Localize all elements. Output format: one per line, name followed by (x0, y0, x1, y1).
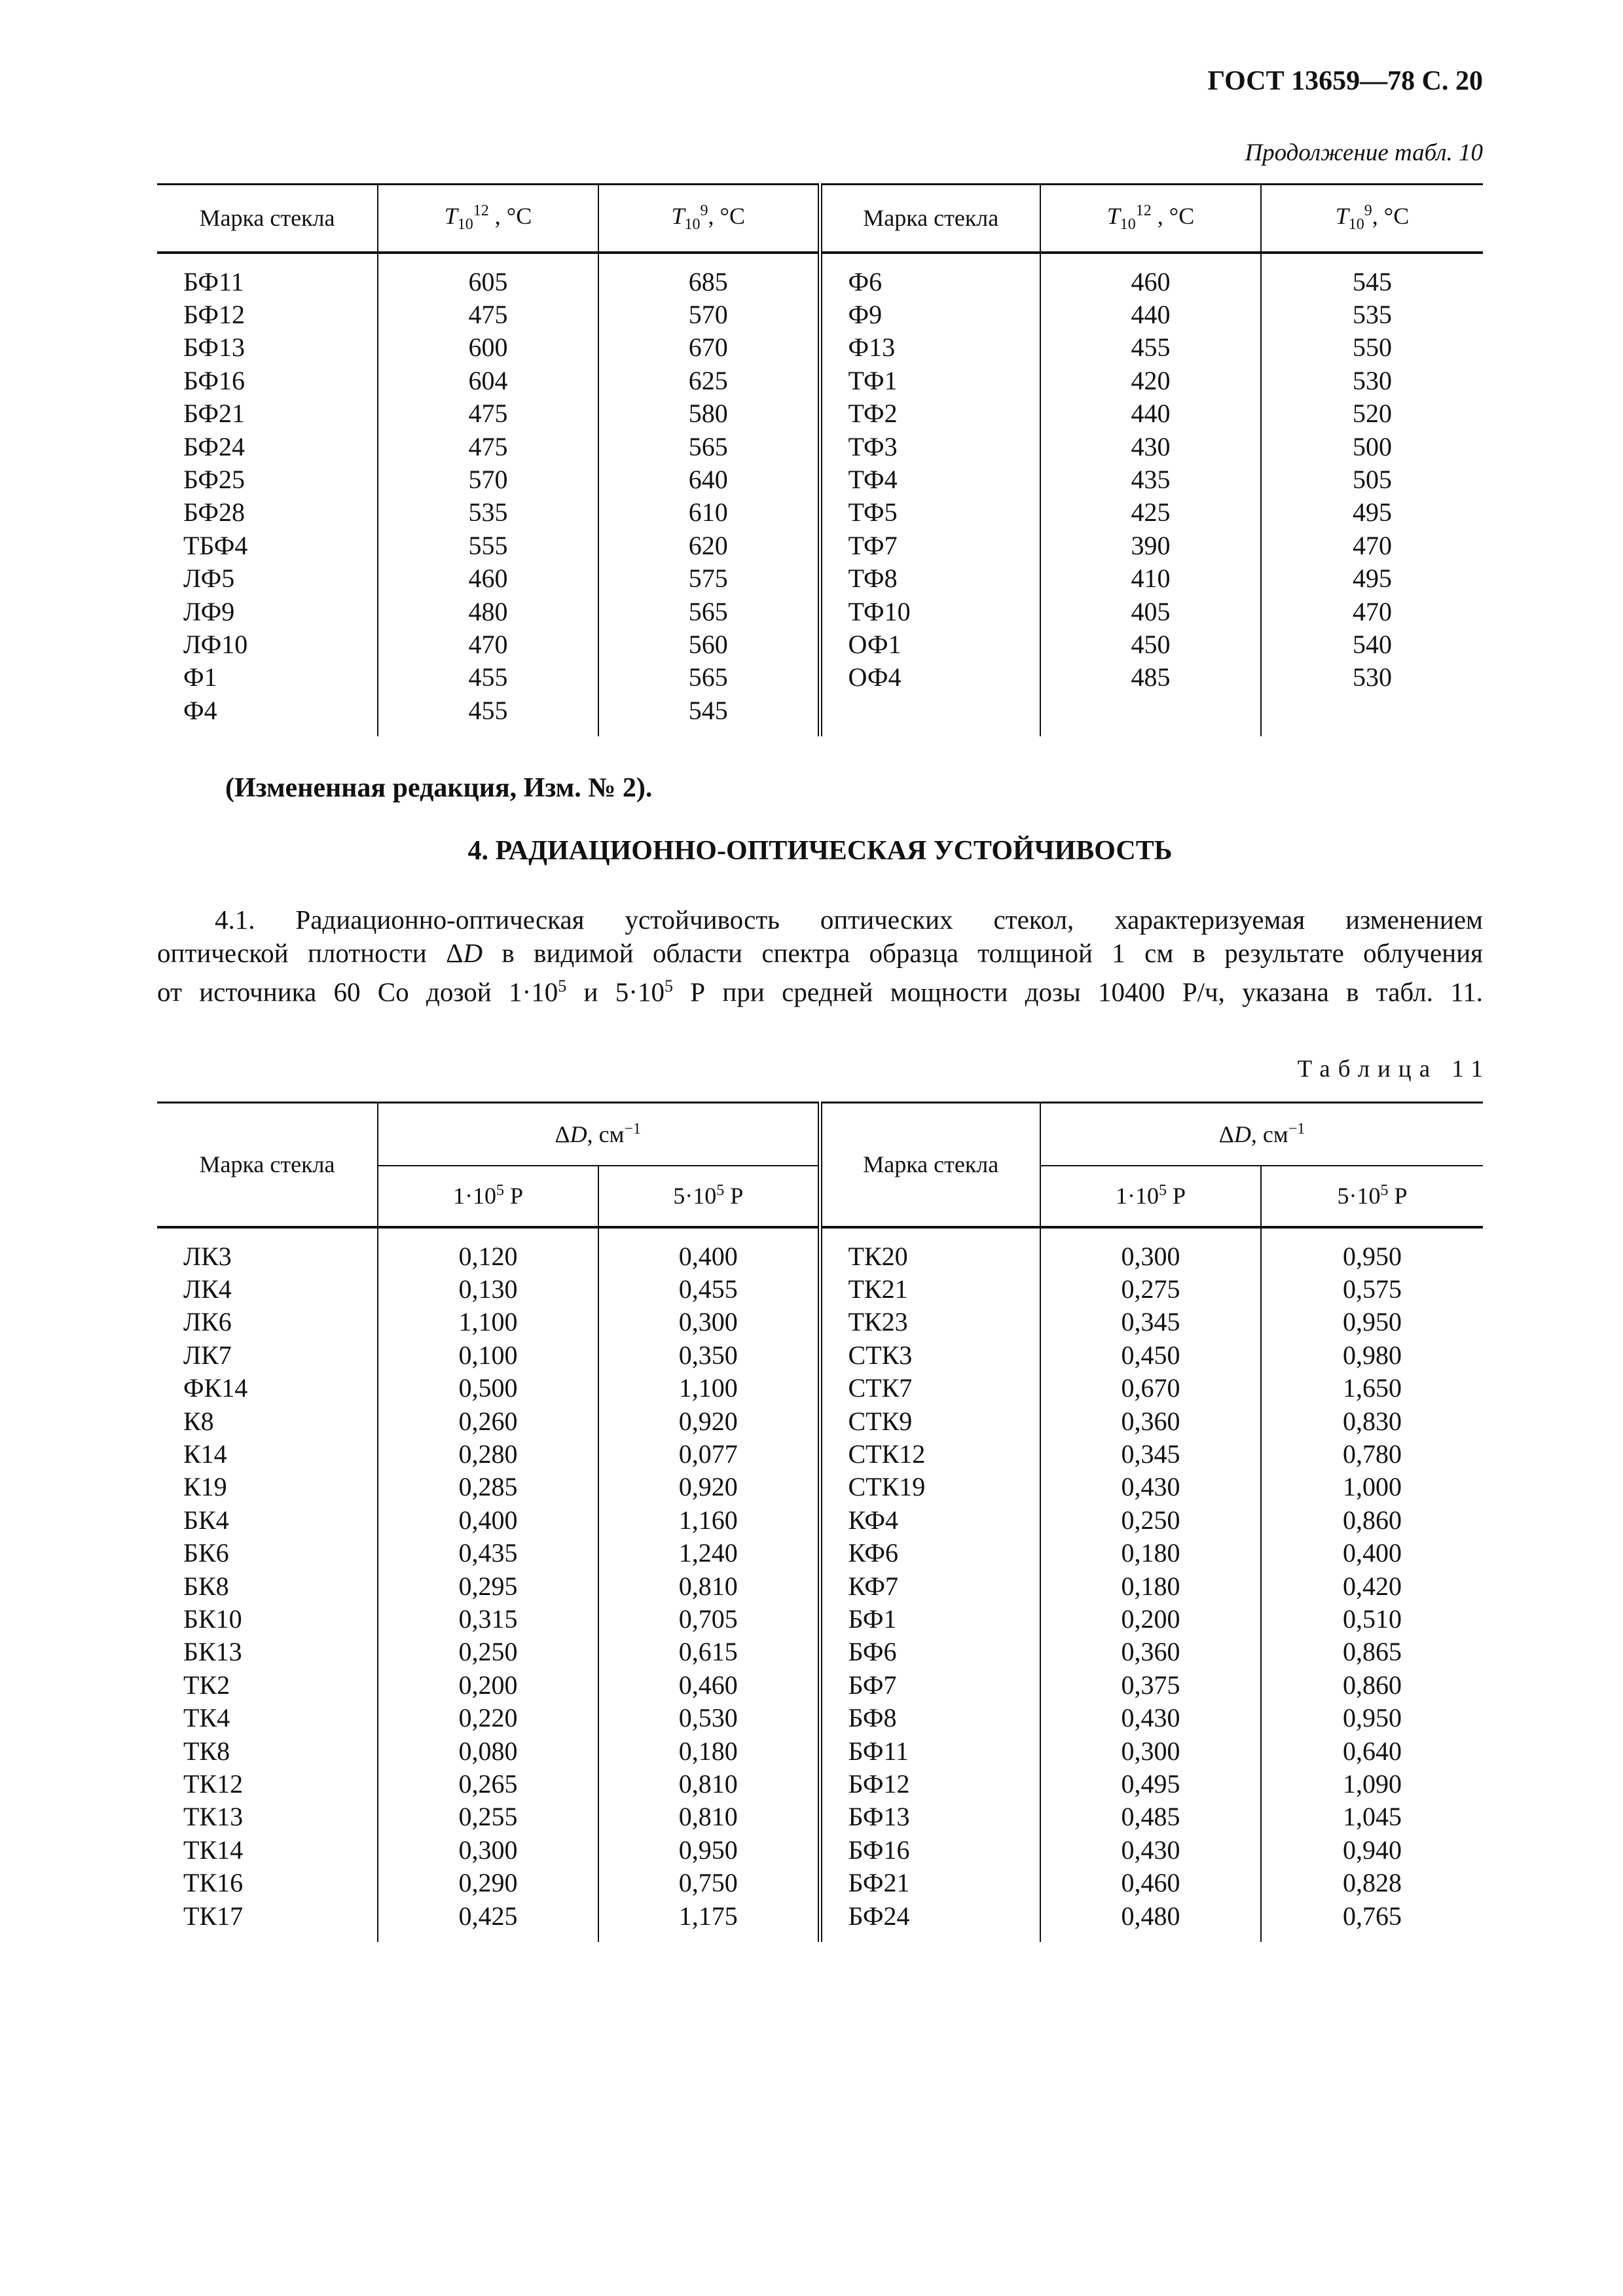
table11-left-glass-cell: ТК8 (157, 1734, 378, 1767)
table11-right-glass-cell: КФ6 (820, 1537, 1040, 1570)
table11-left-d2-cell: 0,180 (598, 1734, 820, 1767)
table11-left-d2-cell: 0,530 (598, 1702, 820, 1734)
table11-right-d2-cell: 0,860 (1343, 1505, 1402, 1535)
table10-header-glass-right: Марка стекла (820, 185, 1040, 253)
table11-right-d2-cell: 0,828 (1343, 1868, 1402, 1898)
table11-right-d1-cell: 0,670 (1040, 1372, 1261, 1405)
table11-left-d1-cell: 0,260 (378, 1405, 598, 1437)
table11-right-glass-cell: БФ12 (820, 1768, 1040, 1801)
table-row (157, 595, 1483, 628)
table10-left-t12-cell: 460 (378, 562, 598, 595)
table11-right-d1-cell: 0,495 (1040, 1768, 1261, 1801)
table11-left-d2-cell: 0,350 (598, 1339, 820, 1372)
table11-right-d2-cell: 1,650 (1343, 1373, 1402, 1403)
table11-left-d1-cell: 0,300 (378, 1834, 598, 1867)
table-row (157, 430, 1483, 463)
table11-header-delta-left: ΔD, $см^{-1}$ (378, 1103, 820, 1166)
table11-right-d2-cell: 0,765 (1343, 1901, 1402, 1931)
table-row (157, 1227, 1483, 1273)
table11-right-d1-cell: 0,430 (1040, 1834, 1261, 1867)
table11-header-dose2-left: $5\cdot 10^5$ Р (598, 1166, 820, 1227)
table10-right-glass-cell (820, 694, 1040, 736)
table-row (157, 1504, 1483, 1537)
table11-left-d1-cell: 0,080 (378, 1734, 598, 1767)
table10-header-t9-right: $T_{10}^9$, °C (1261, 185, 1483, 253)
table10-right-t12-cell: 435 (1040, 463, 1261, 496)
table11-left-glass-cell: ТК12 (157, 1768, 378, 1801)
table10-left-glass-cell: Ф4 (157, 694, 378, 736)
table11-left-d1-cell: 0,220 (378, 1702, 598, 1734)
table10-right-t12-cell: 410 (1040, 562, 1261, 595)
table11-right-d2-cell: 0,940 (1343, 1835, 1402, 1865)
table11-left-d1-cell: 0,265 (378, 1768, 598, 1801)
table11-left-d2-cell: 0,950 (598, 1834, 820, 1867)
table10-left-t9-cell: 625 (598, 365, 820, 397)
table11-left-d1-cell: 0,285 (378, 1471, 598, 1503)
table11-left-d2-cell: 0,810 (598, 1801, 820, 1833)
table11-left-d1-cell: 0,315 (378, 1603, 598, 1636)
table10-right-glass-cell: ТФ7 (820, 529, 1040, 562)
table10-left-t12-cell: 470 (378, 628, 598, 661)
table11-header-dose2-right: $5\cdot 10^5$ Р (1261, 1166, 1483, 1227)
table11-left-d2-cell: 0,460 (598, 1669, 820, 1702)
table11-right-glass-cell: ТК21 (820, 1273, 1040, 1306)
table11-right-d1-cell: 0,480 (1040, 1899, 1261, 1941)
table-row (157, 1702, 1483, 1734)
table10-left-glass-cell: БФ28 (157, 496, 378, 529)
paragraph-line-1: 4.1. Радиационно-оптическая устойчивость оптических стекол, характеризуемая изменением (215, 905, 1483, 935)
table10-left-t9-cell: 570 (598, 298, 820, 331)
table10-left-t12-cell: 535 (378, 496, 598, 529)
table11-left-glass-cell: К19 (157, 1471, 378, 1503)
table11-right-d2-cell: 0,950 (1343, 1307, 1402, 1337)
table10-left-t12-cell: 480 (378, 595, 598, 628)
table11-right-d1-cell: 0,300 (1040, 1734, 1261, 1767)
table10-header-t9-left: $T_{10}^9$, °C (598, 185, 820, 253)
table11-right-glass-cell: БФ7 (820, 1669, 1040, 1702)
table10-left-t12-cell: 555 (378, 529, 598, 562)
table11-right-glass-cell: БФ6 (820, 1636, 1040, 1668)
table11-left-d1-cell: 1,100 (378, 1306, 598, 1338)
table-row (157, 365, 1483, 397)
table-row (157, 1570, 1483, 1602)
table11-left-glass-cell: БК10 (157, 1603, 378, 1636)
table-row (157, 1339, 1483, 1372)
table10-right-t12-cell: 420 (1040, 365, 1261, 397)
table11-right-glass-cell: ТК23 (820, 1306, 1040, 1338)
table11-left-d2-cell: 1,100 (598, 1372, 820, 1405)
table11-caption: Таблица 11 (1297, 1056, 1491, 1083)
table11-left-d1-cell: 0,130 (378, 1273, 598, 1306)
table10-left-glass-cell: ТБФ4 (157, 529, 378, 562)
table10-left-t9-cell: 580 (598, 397, 820, 430)
table10-right-t12-cell: 440 (1040, 298, 1261, 331)
table11-left-glass-cell: ЛК4 (157, 1273, 378, 1306)
table11-left-d1-cell: 0,400 (378, 1504, 598, 1537)
table11-left-d2-cell: 0,810 (598, 1768, 820, 1801)
table10-left-glass-cell: ЛФ5 (157, 562, 378, 595)
table11-right-d2-cell: 1,000 (1343, 1472, 1402, 1502)
table11-right-glass-cell: КФ7 (820, 1570, 1040, 1602)
table11-right-d1-cell: 0,180 (1040, 1570, 1261, 1602)
table11-right-glass-cell: КФ4 (820, 1504, 1040, 1537)
table10-right-t9-cell: 530 (1353, 365, 1392, 395)
table11-left-glass-cell: ЛК3 (157, 1227, 378, 1273)
table10-left-glass-cell: ЛФ9 (157, 595, 378, 628)
table-row (157, 1636, 1483, 1668)
table11-right-d1-cell: 0,450 (1040, 1339, 1261, 1372)
table11-left-d2-cell: 0,920 (598, 1405, 820, 1437)
table10-left-t9-cell: 565 (598, 430, 820, 463)
table11-left-glass-cell: ТК4 (157, 1702, 378, 1734)
table-row (157, 463, 1483, 496)
table10-right-t9-cell: 500 (1353, 431, 1392, 461)
table11-right-glass-cell: БФ24 (820, 1899, 1040, 1941)
table10-right-t9-cell: 530 (1353, 662, 1392, 692)
table11-right-d1-cell: 0,360 (1040, 1636, 1261, 1668)
table10-left-t9-cell: 560 (598, 628, 820, 661)
table11-right-d2-cell: 0,950 (1343, 1703, 1402, 1733)
table10-right-t9-cell: 470 (1353, 596, 1392, 626)
table-row (157, 331, 1483, 364)
table11-right-d1-cell: 0,430 (1040, 1471, 1261, 1503)
table-row (157, 1899, 1483, 1941)
table11-right-d1-cell: 0,460 (1040, 1867, 1261, 1899)
table11-left-d2-cell: 1,160 (598, 1504, 820, 1537)
table11 (157, 1102, 1483, 1942)
table-row (157, 1405, 1483, 1437)
table11-left-d2-cell: 0,615 (598, 1636, 820, 1668)
table11-right-d1-cell: 0,300 (1040, 1227, 1261, 1273)
table11-left-d2-cell: 0,750 (598, 1867, 820, 1899)
table11-left-d2-cell: 0,400 (598, 1227, 820, 1273)
table11-header-dose1-left: $1\cdot 10^5$ Р (378, 1166, 598, 1227)
table11-right-d2-cell: 0,640 (1343, 1736, 1402, 1766)
table10-left-glass-cell: ЛФ10 (157, 628, 378, 661)
table10-right-glass-cell: ТФ1 (820, 365, 1040, 397)
table11-left-glass-cell: К14 (157, 1438, 378, 1471)
table11-right-d1-cell: 0,345 (1040, 1306, 1261, 1338)
table11-left-glass-cell: К8 (157, 1405, 378, 1437)
table10-right-t12-cell (1040, 694, 1261, 736)
table-row (157, 1372, 1483, 1405)
table11-right-d2-cell: 1,090 (1343, 1768, 1402, 1799)
table11-right-glass-cell: СТК3 (820, 1339, 1040, 1372)
table11-right-d2-cell: 0,950 (1343, 1241, 1402, 1271)
table11-right-d1-cell: 0,200 (1040, 1603, 1261, 1636)
table11-left-d1-cell: 0,100 (378, 1339, 598, 1372)
table10-right-glass-cell: ТФ8 (820, 562, 1040, 595)
table10-right-glass-cell: ОФ1 (820, 628, 1040, 661)
table11-right-d1-cell: 0,345 (1040, 1438, 1261, 1471)
table10-left-glass-cell: БФ11 (157, 253, 378, 298)
table-row (157, 298, 1483, 331)
table10-left-t12-cell: 455 (378, 694, 598, 736)
table10-right-t9-cell: 470 (1353, 530, 1392, 560)
table11-left-d2-cell: 1,240 (598, 1537, 820, 1570)
section-title: 4. РАДИАЦИОННО-ОПТИЧЕСКАЯ УСТОЙЧИВОСТЬ (467, 836, 1173, 866)
table-row (157, 496, 1483, 529)
table10-left-t12-cell: 475 (378, 298, 598, 331)
table11-left-glass-cell: ТК16 (157, 1867, 378, 1899)
table10-left-glass-cell: Ф1 (157, 661, 378, 694)
table11-right-glass-cell: БФ1 (820, 1603, 1040, 1636)
table10-right-glass-cell: Ф9 (820, 298, 1040, 331)
table11-right-d1-cell: 0,375 (1040, 1669, 1261, 1702)
table-row (157, 1603, 1483, 1636)
table10-right-t12-cell: 390 (1040, 529, 1261, 562)
table11-left-d2-cell: 0,920 (598, 1471, 820, 1503)
table-row (157, 1273, 1483, 1306)
table11-right-d2-cell: 0,860 (1343, 1670, 1402, 1700)
table10-left-t9-cell: 545 (598, 694, 820, 736)
table11-header-dose1-right: $1\cdot 10^5$ Р (1040, 1166, 1261, 1227)
table11-left-d1-cell: 0,255 (378, 1801, 598, 1833)
table11-right-d2-cell: 0,980 (1343, 1340, 1402, 1370)
table10-right-glass-cell: ТФ2 (820, 397, 1040, 430)
table11-right-d2-cell: 1,045 (1343, 1802, 1402, 1832)
amendment-note: (Измененная редакция, Изм. № 2). (225, 773, 653, 803)
table-row (157, 1537, 1483, 1570)
table10-right-t9-cell: 520 (1353, 399, 1392, 429)
table11-left-d1-cell: 0,435 (378, 1537, 598, 1570)
table11-right-glass-cell: СТК9 (820, 1405, 1040, 1437)
table10-left-t9-cell: 640 (598, 463, 820, 496)
table11-header-glass-left: Марка стекла (157, 1103, 378, 1227)
table11-right-d2-cell: 0,420 (1343, 1571, 1402, 1601)
table10-right-t12-cell: 440 (1040, 397, 1261, 430)
table10-right-t12-cell: 455 (1040, 331, 1261, 364)
table11-left-glass-cell: ТК14 (157, 1834, 378, 1867)
table11-left-d2-cell: 0,077 (598, 1438, 820, 1471)
table11-right-glass-cell: ТК20 (820, 1227, 1040, 1273)
table11-left-d2-cell: 0,455 (598, 1273, 820, 1306)
table10-right-t9-cell: 505 (1353, 465, 1392, 495)
table10-left-t9-cell: 565 (598, 661, 820, 694)
paragraph-line-2: оптической плотности ΔD в видимой области спектра образца толщиной 1 см в результате облучения (157, 938, 1483, 968)
table10-left-t9-cell: 575 (598, 562, 820, 595)
table10-left-t12-cell: 600 (378, 331, 598, 364)
table10-right-t9-cell: 495 (1353, 497, 1392, 528)
table10-left-t12-cell: 570 (378, 463, 598, 496)
table-row (157, 694, 1483, 736)
table10-right-glass-cell: Ф13 (820, 331, 1040, 364)
table11-right-glass-cell: БФ8 (820, 1702, 1040, 1734)
table11-left-d1-cell: 0,250 (378, 1636, 598, 1668)
table11-right-d1-cell: 0,250 (1040, 1504, 1261, 1537)
table11-left-d1-cell: 0,280 (378, 1438, 598, 1471)
table10-right-glass-cell: ТФ5 (820, 496, 1040, 529)
table11-right-d2-cell: 0,400 (1343, 1538, 1402, 1568)
table10-left-t12-cell: 605 (378, 253, 598, 298)
table11-right-glass-cell: СТК7 (820, 1372, 1040, 1405)
page-header: ГОСТ 13659—78 С. 20 (1207, 66, 1483, 96)
table-row (157, 1438, 1483, 1471)
table-row (157, 1801, 1483, 1833)
table10-header-glass-left: Марка стекла (157, 185, 378, 253)
table10-left-glass-cell: БФ24 (157, 430, 378, 463)
table10-right-t9-cell: 495 (1353, 564, 1392, 594)
table-row (157, 1768, 1483, 1801)
table11-header-glass-right: Марка стекла (820, 1103, 1040, 1227)
table10-right-t12-cell: 430 (1040, 430, 1261, 463)
table11-right-glass-cell: СТК19 (820, 1471, 1040, 1503)
table10-left-t12-cell: 455 (378, 661, 598, 694)
table11-left-glass-cell: ТК13 (157, 1801, 378, 1833)
table-row (157, 529, 1483, 562)
paragraph-line-3: от источника 60 Со дозой $1\cdot 10^5$ и $5\cdot 10^5$ Р при средней мощности дозы 10400 Р/ч, указана в табл. 11. (157, 977, 1483, 1007)
table11-left-d2-cell: 0,300 (598, 1306, 820, 1338)
table-row (157, 397, 1483, 430)
table10-left-t9-cell: 610 (598, 496, 820, 529)
table11-right-d2-cell: 0,575 (1343, 1274, 1402, 1304)
table11-right-d1-cell: 0,360 (1040, 1405, 1261, 1437)
table11-right-glass-cell: БФ11 (820, 1734, 1040, 1767)
table11-left-glass-cell: БК4 (157, 1504, 378, 1537)
table10-left-t9-cell: 565 (598, 595, 820, 628)
table10-right-t12-cell: 425 (1040, 496, 1261, 529)
table10-left-t12-cell: 475 (378, 397, 598, 430)
table11-right-d1-cell: 0,485 (1040, 1801, 1261, 1833)
table11-left-glass-cell: ЛК6 (157, 1306, 378, 1338)
table10-left-glass-cell: БФ21 (157, 397, 378, 430)
table11-left-glass-cell: БК6 (157, 1537, 378, 1570)
table11-right-d1-cell: 0,180 (1040, 1537, 1261, 1570)
table10-left-t9-cell: 685 (598, 253, 820, 298)
table11-left-glass-cell: БК8 (157, 1570, 378, 1602)
table11-right-d1-cell: 0,430 (1040, 1702, 1261, 1734)
table10-left-glass-cell: БФ25 (157, 463, 378, 496)
table-row (157, 562, 1483, 595)
table11-right-d2-cell: 0,780 (1343, 1439, 1402, 1469)
table11-left-d2-cell: 1,175 (598, 1899, 820, 1941)
table11-right-glass-cell: БФ21 (820, 1867, 1040, 1899)
table10-right-t12-cell: 450 (1040, 628, 1261, 661)
table10-right-glass-cell: ТФ4 (820, 463, 1040, 496)
table10-left-glass-cell: БФ12 (157, 298, 378, 331)
table10-right-t12-cell: 405 (1040, 595, 1261, 628)
table-row (157, 1306, 1483, 1338)
table10-right-t9-cell: 545 (1353, 266, 1392, 296)
table11-left-glass-cell: ТК17 (157, 1899, 378, 1941)
table10-left-t9-cell: 620 (598, 529, 820, 562)
table11-right-glass-cell: БФ16 (820, 1834, 1040, 1867)
table-row (157, 1734, 1483, 1767)
table11-right-glass-cell: БФ13 (820, 1801, 1040, 1833)
table-row (157, 1867, 1483, 1899)
table11-right-d2-cell: 0,865 (1343, 1637, 1402, 1667)
table10-left-t12-cell: 475 (378, 430, 598, 463)
table10-left-t12-cell: 604 (378, 365, 598, 397)
table-row (157, 253, 1483, 298)
table-row (157, 661, 1483, 694)
table11-left-d1-cell: 0,425 (378, 1899, 598, 1941)
table11-left-d1-cell: 0,290 (378, 1867, 598, 1899)
table10-right-t9-cell: 550 (1353, 332, 1392, 363)
table-row (157, 1471, 1483, 1503)
table11-left-glass-cell: ЛК7 (157, 1339, 378, 1372)
table11-left-glass-cell: ТК2 (157, 1669, 378, 1702)
table-row (157, 1669, 1483, 1702)
table10-right-t12-cell: 485 (1040, 661, 1261, 694)
table10-right-glass-cell: ТФ10 (820, 595, 1040, 628)
table10-right-glass-cell: ОФ4 (820, 661, 1040, 694)
table10 (157, 183, 1483, 736)
table11-left-d1-cell: 0,295 (378, 1570, 598, 1602)
table11-left-d1-cell: 0,200 (378, 1669, 598, 1702)
table11-right-d2-cell: 0,830 (1343, 1406, 1402, 1436)
table11-left-d2-cell: 0,810 (598, 1570, 820, 1602)
table10-right-glass-cell: Ф6 (820, 253, 1040, 298)
table11-right-glass-cell: СТК12 (820, 1438, 1040, 1471)
table10-right-t12-cell: 460 (1040, 253, 1261, 298)
table10-left-t9-cell: 670 (598, 331, 820, 364)
table11-right-d1-cell: 0,275 (1040, 1273, 1261, 1306)
table10-left-glass-cell: БФ13 (157, 331, 378, 364)
table-row (157, 1834, 1483, 1867)
table11-header-delta-right: ΔD, $см^{-1}$ (1040, 1103, 1483, 1166)
table11-left-d2-cell: 0,705 (598, 1603, 820, 1636)
table11-left-glass-cell: ФК14 (157, 1372, 378, 1405)
table10-header-t12-left: $T_{10}^{12}$ , °C (378, 185, 598, 253)
table11-left-glass-cell: БК13 (157, 1636, 378, 1668)
table10-right-t9-cell: 540 (1353, 629, 1392, 659)
table11-right-d2-cell: 0,510 (1343, 1604, 1402, 1634)
table10-right-t9-cell (1261, 694, 1483, 736)
table10-header-t12-right: $T_{10}^{12}$ , °C (1040, 185, 1261, 253)
table11-left-d1-cell: 0,120 (378, 1227, 598, 1273)
table10-right-glass-cell: ТФ3 (820, 430, 1040, 463)
table10-caption: Продолжение табл. 10 (1245, 139, 1483, 166)
table10-right-t9-cell: 535 (1353, 300, 1392, 330)
table-row (157, 628, 1483, 661)
table10-left-glass-cell: БФ16 (157, 365, 378, 397)
table11-left-d1-cell: 0,500 (378, 1372, 598, 1405)
